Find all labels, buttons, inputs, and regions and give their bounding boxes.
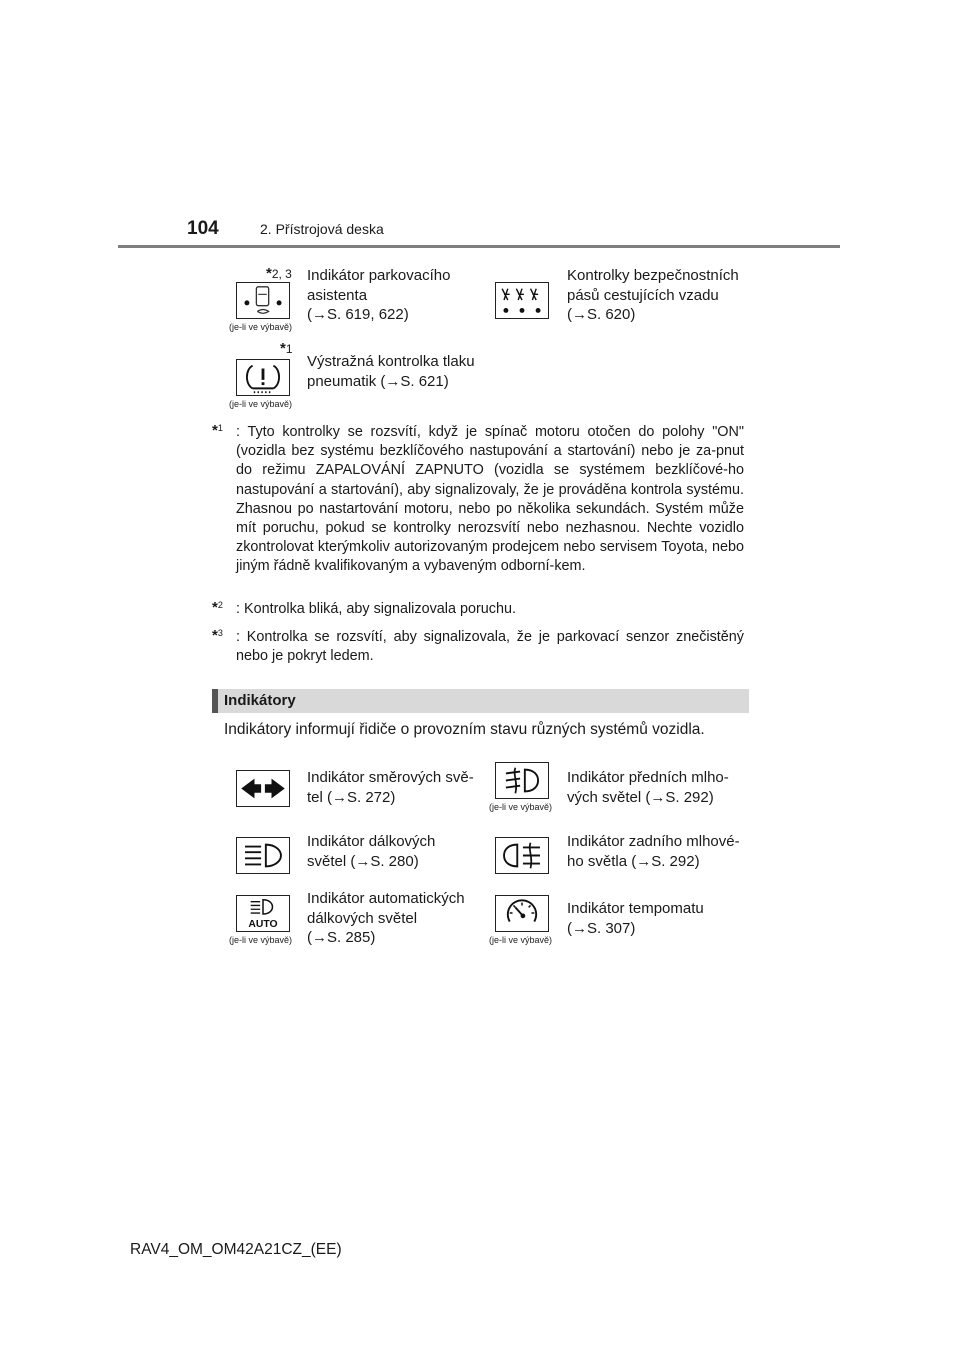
tire-pressure-warning-icon: [236, 359, 290, 396]
cruise-control-indicator-icon: [495, 895, 549, 932]
availability-note: (je-li ve výbavě): [229, 935, 293, 945]
rear-fog-light-indicator-icon: [495, 837, 549, 874]
section-intro: Indikátory informují řidiče o provozním stavu různých systémů vozidla.: [224, 721, 705, 738]
indicator-description: Indikátor směrových svě- tel (→S. 272): [307, 769, 474, 806]
footnote-marker-text: *1: [280, 340, 293, 357]
high-beam-indicator-icon: [236, 837, 290, 874]
indicator-description: Indikátor automatických dálkových světel (→S. 285): [307, 890, 465, 946]
front-fog-light-indicator-icon: [495, 762, 549, 799]
footnote-mark: *$^2$: [212, 599, 223, 616]
warning-description: Kontrolky bezpečnostních pásů cestujících vzadu (→S. 620): [567, 267, 739, 323]
chapter-title: 2. Přístrojová deska: [260, 221, 384, 237]
availability-note: (je-li ve výbavě): [229, 322, 293, 332]
footnote: *$^1$ : Tyto kontrolky se rozsvítí, když je spínač motoru otočen do polohy "ON" (vozidla bez systému bezklíčového nastupování a startování) nebo je za-pnut do režimu ZAPALOVÁNÍ ZAPNUTO (vozidla se systémem bezklíčové-ho nastupování a startování), aby signalizovaly, že je prováděna kontrola systému. Zhasnou po nastartování motoru, nebo po několika sekundách. Systém může mít poruchu, pokud se kontrolky nerozsvítí nebo nezhasnou. Nechte vozidlo zkontrolovat kterýmkoliv autorizovaným prodejcem nebo servisem Toyota, nebo jiným řádně kvalifikovaným a vybaveným odborní-kem.: [212, 423, 744, 577]
section-heading-accent: [212, 689, 218, 713]
parking-assist-indicator-icon: [236, 282, 290, 319]
footnote-marker-text: *2, 3: [266, 265, 292, 282]
section-heading: [212, 689, 749, 713]
footnote: *$^3$ : Kontrolka se rozsvítí, aby signalizovala, že je parkovací senzor znečistěný nebo je pokryt ledem.: [212, 628, 744, 666]
document-code: RAV4_OM_OM42A21CZ_(EE): [130, 1241, 342, 1258]
page-number: 104: [187, 218, 219, 239]
indicator-description: Indikátor tempomatu (→S. 307): [567, 900, 704, 937]
section-title: Indikátory: [224, 692, 296, 709]
footnote-mark: *$^3$: [212, 627, 223, 644]
header-rule: [118, 245, 840, 248]
footnote-mark: *$^1$: [212, 422, 223, 439]
turn-signal-indicator-icon: [236, 770, 290, 807]
warning-description: Výstražná kontrolka tlaku pneumatik (→S. 621): [307, 353, 475, 390]
indicator-description: Indikátor předních mlho- vých světel (→S. 292): [567, 769, 729, 806]
footnote: *$^2$ : Kontrolka bliká, aby signalizovala poruchu.: [212, 600, 744, 619]
availability-note: (je-li ve výbavě): [489, 935, 553, 945]
indicator-description: Indikátor dálkových světel (→S. 280): [307, 833, 436, 870]
rear-seatbelt-reminder-icon: [495, 282, 549, 319]
availability-note: (je-li ve výbavě): [229, 399, 293, 409]
warning-description: Indikátor parkovacího asistenta (→S. 619, 622): [307, 267, 451, 323]
availability-note: (je-li ve výbavě): [489, 802, 553, 812]
auto-label: AUTO: [248, 919, 278, 931]
indicator-description: Indikátor zadního mlhové- ho světla (→S. 292): [567, 833, 740, 870]
auto-high-beam-indicator-icon: [236, 895, 290, 932]
